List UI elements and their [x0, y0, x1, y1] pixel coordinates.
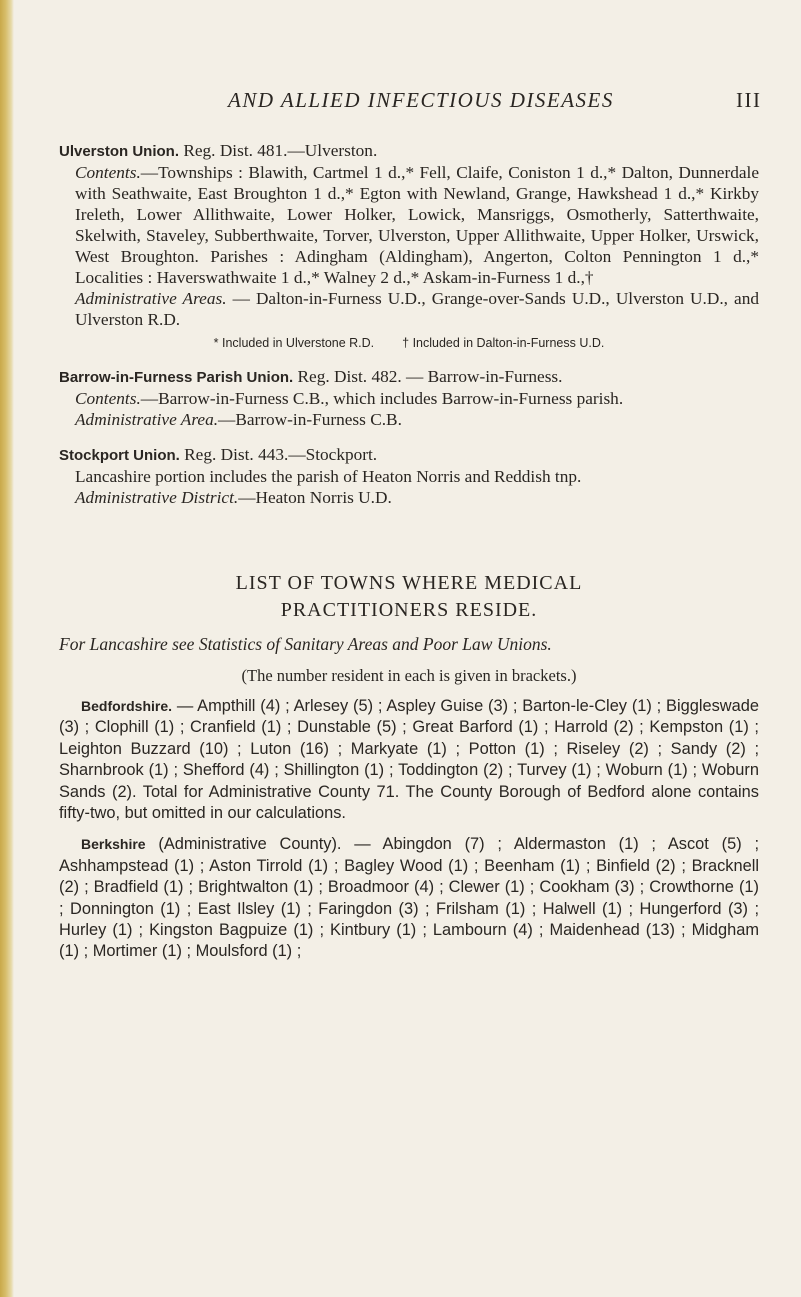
stockport-admin [59, 487, 759, 508]
list-note: (The number resident in each is given in brackets.) [241, 666, 577, 685]
ulverston-contents [59, 162, 759, 288]
stockport-admin-label: Administrative District. [75, 488, 239, 507]
berkshire-heading: Berkshire [81, 836, 146, 853]
barrow-heading: Barrow-in-Furness Parish Union. [59, 369, 294, 386]
page-number: III [736, 88, 762, 112]
bedfordshire-text: — Ampthill (4) ; Arlesey (5) ; Aspley Guise (3) ; Barton-le-Cley (1) ; Biggleswade (3) ; Clophill (1) ; Cranfield (1) ; Dunstable (5) ; Great Barford (1) ; Harrold (2) ; Kempston (1) ; Leighton Buzzard (10) ; Luton (16) ; Markyate (1) ; Potton (1) ; Riseley (2) ; Sandy (2) ; Sharnbrook (1) ; Shefford (4) ; Shillington (1) ; Toddington (2) ; Turvey (1) ; Woburn (1) ; Woburn Sands (2). Total for Administrative County 71. The County Borough of Bedford alone contains fifty-two, but omitted in our calculations. [59, 697, 759, 823]
entry-ulverston [59, 140, 759, 352]
barrow-heading-line [59, 366, 759, 388]
ulverston-heading-line [59, 140, 759, 162]
barrow-reg: Reg. Dist. 482. — Barrow-in-Furness. [293, 367, 563, 386]
page-body [59, 140, 759, 973]
stockport-heading: Stockport Union. [59, 447, 180, 464]
stockport-portion: Lancashire portion includes the parish of Heaton Norris and Reddish tnp. [75, 467, 582, 486]
footnote-1: * Included in Ulverstone R.D. [213, 336, 375, 350]
barrow-contents-label: Contents. [75, 389, 141, 408]
barrow-contents-text: —Barrow-in-Furness C.B., which includes Barrow-in-Furness parish. [140, 389, 624, 408]
list-title-line-2: PRACTITIONERS RESIDE. [280, 599, 538, 621]
county-bedfordshire [59, 696, 759, 824]
stockport-heading-line [59, 444, 759, 466]
bedfordshire-heading: Bedfordshire. [81, 698, 173, 714]
stockport-reg: Reg. Dist. 443.—Stockport. [179, 445, 378, 464]
list-title [59, 570, 759, 624]
entry-barrow [59, 366, 759, 430]
ulverston-admin-label: Administrative Areas. [75, 289, 227, 308]
ulverston-admin-text: — Dalton-in-Furness U.D., Grange-over-Sands U.D., Ulverston U.D., and Ulverston R.D. [75, 289, 759, 329]
running-header [0, 88, 801, 112]
ulverston-footnotes [59, 334, 759, 352]
list-intro: For Lancashire see Statistics of Sanitary Areas and Poor Law Unions. [59, 634, 552, 654]
berkshire-text: (Administrative County). — Abingdon (7) ; Aldermaston (1) ; Ascot (5) ; Ashhampstead (1) ; Aston Tirrold (1) ; Bagley Wood (1) ; Beenham (1) ; Binfield (2) ; Bracknell (2) ; Bradfield (1) ; Brightwalton (1) ; Broadmoor (4) ; Clewer (1) ; Cookham (3) ; Crowthorne (1) ; Donnington (1) ; East Ilsley (1) ; Faringdon (3) ; Frilsham (1) ; Halwell (1) ; Hungerford (3) ; Hurley (1) ; Kingston Bagpuize (1) ; Kintbury (1) ; Lambourn (4) ; Maidenhead (13) ; Midgham (1) ; Mortimer (1) ; Moulsford (1) ; [59, 835, 759, 961]
county-berkshire [59, 834, 759, 962]
list-title-line-1: LIST OF TOWNS WHERE MEDICAL [235, 572, 583, 594]
ulverston-admin [59, 288, 759, 330]
barrow-admin [59, 409, 759, 430]
ulverston-heading: Ulverston Union. [59, 143, 180, 160]
footnote-2: † Included in Dalton-in-Furness U.D. [402, 336, 605, 350]
barrow-contents [59, 388, 759, 409]
ulverston-contents-text: —Townships : Blawith, Cartmel 1 d.,* Fell, Claife, Coniston 1 d.,* Dalton, Dunnerdale with Seathwaite, East Broughton 1 d.,* Egton with Newland, Grange, Hawkshead 1 d.,* Kirkby Ireleth, Lower Allithwaite, Lower Holker, Lowick, Mansriggs, Osmotherly, Satterthwaite, Skelwith, Staveley, Subberthwaite, Torver, Ulverston, Upper Allithwaite, Upper Holker, Urswick, West Broughton. Parishes : Adingham (Aldingham), Angerton, Colton Pennington 1 d.,* Localities : Haverswathwaite 1 d.,* Walney 2 d.,* Askam-in-Furness 1 d.,† [75, 163, 759, 287]
ulverston-reg: Reg. Dist. 481.—Ulverston. [179, 141, 378, 160]
running-title: AND ALLIED INFECTIOUS DISEASES [228, 88, 614, 112]
barrow-admin-label: Administrative Area. [75, 410, 219, 429]
entry-stockport [59, 444, 759, 508]
barrow-admin-text: —Barrow-in-Furness C.B. [218, 410, 402, 429]
book-spine-edge [0, 0, 14, 1297]
ulverston-contents-label: Contents. [75, 163, 141, 182]
stockport-admin-text: —Heaton Norris U.D. [238, 488, 392, 507]
